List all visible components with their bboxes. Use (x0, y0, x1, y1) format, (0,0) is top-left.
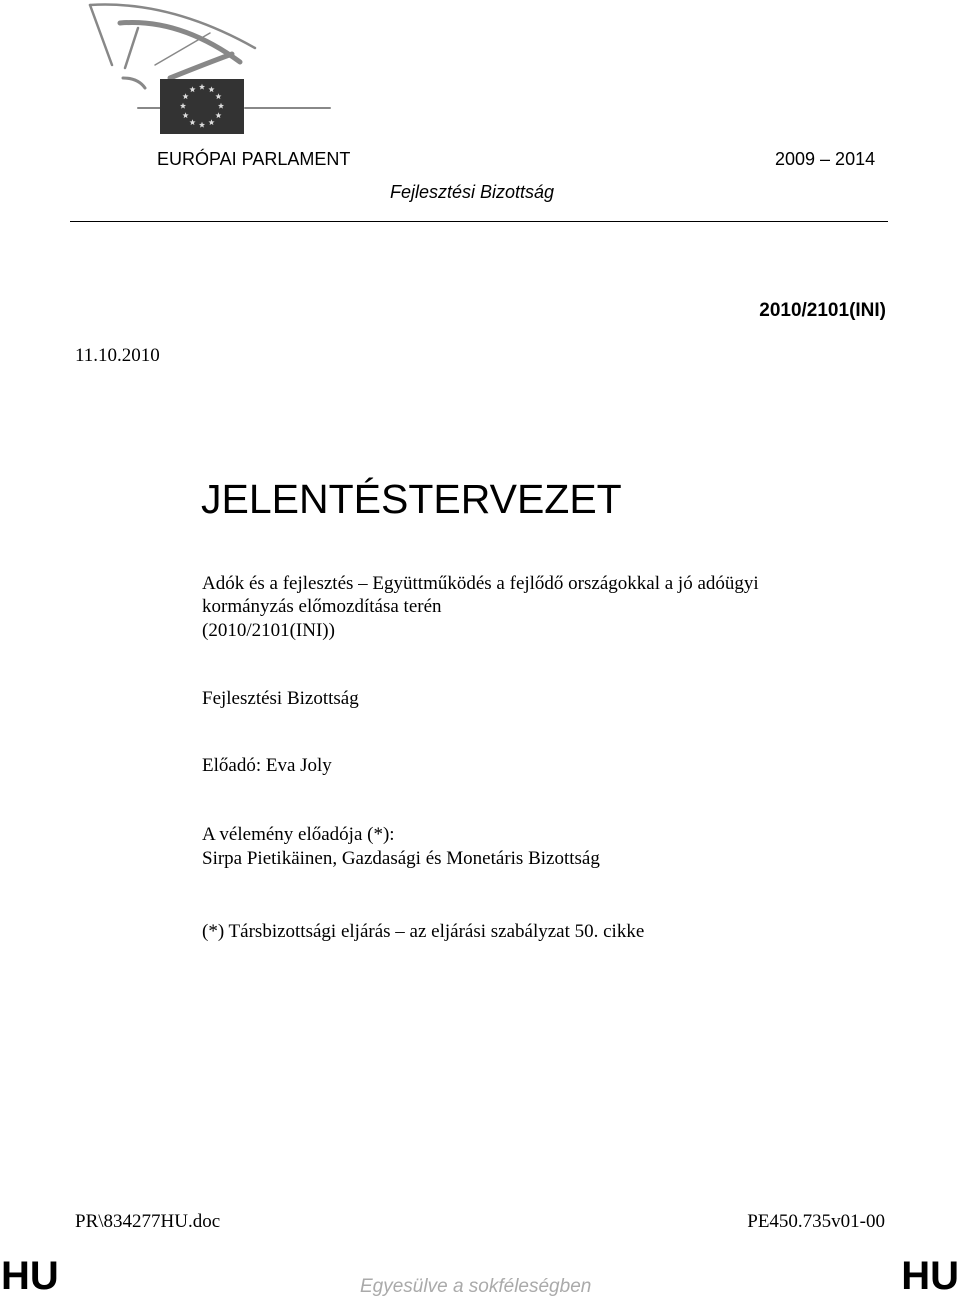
language-code-right: HU (901, 1254, 959, 1298)
opinion-label: A vélemény előadója (*): (202, 824, 395, 845)
rapporteur: Előadó: Eva Joly (202, 755, 332, 776)
subject-line-2: kormányzás előmozdítása terén (202, 596, 442, 617)
institution-name: EURÓPAI PARLAMENT (157, 149, 351, 169)
subject-line-1: Adók és a fejlesztés – Együttműködés a fejlődő országokkal a jó adóügyi (202, 573, 759, 594)
document-title: JELENTÉSTERVEZET (201, 476, 622, 522)
document-date: 11.10.2010 (75, 345, 160, 366)
procedure-reference: 2010/2101(INI) (759, 300, 886, 321)
committee-name: Fejlesztési Bizottság (202, 688, 359, 709)
opinion-rapporteur: Sirpa Pietikäinen, Gazdasági és Monetáris Bizottság (202, 848, 600, 869)
procedure-number: (2010/2101(INI)) (202, 620, 335, 641)
footnote: (*) Társbizottsági eljárás – az eljárási szabályzat 50. cikke (202, 921, 645, 942)
european-parliament-logo (60, 0, 360, 140)
parliamentary-term: 2009 – 2014 (775, 149, 876, 169)
language-code-left: HU (1, 1254, 59, 1298)
footer-filename: PR\834277HU.doc (75, 1211, 221, 1232)
header-committee: Fejlesztési Bizottság (390, 182, 555, 202)
eu-motto: Egyesülve a sokféleségben (360, 1276, 592, 1297)
header-divider (70, 221, 888, 222)
footer-pe-number: PE450.735v01-00 (747, 1211, 885, 1232)
